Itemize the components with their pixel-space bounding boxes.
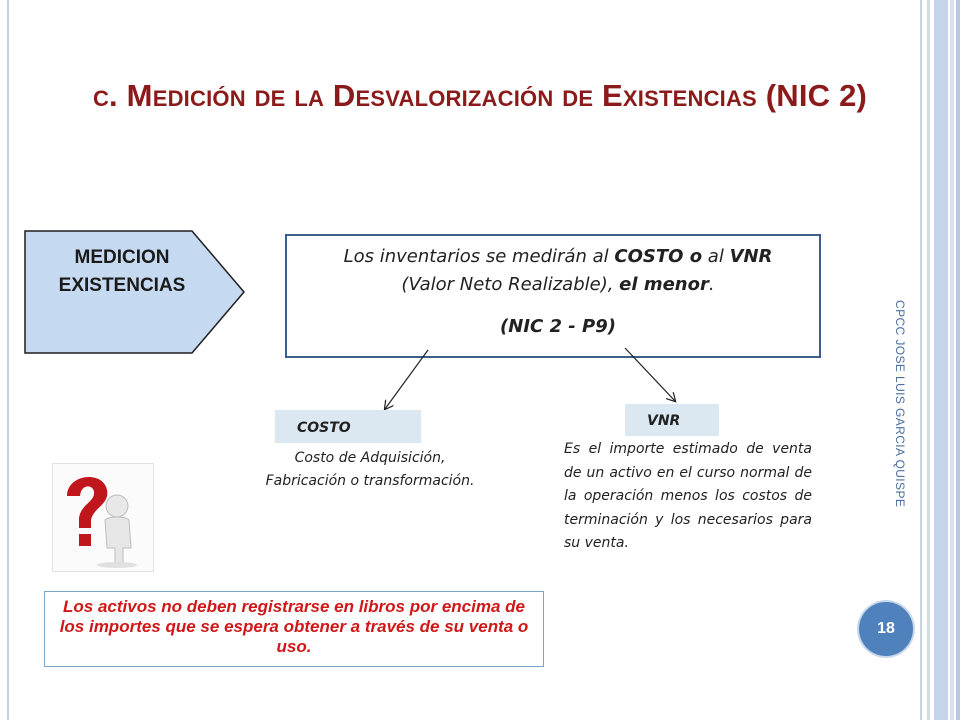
def-vnr: VNR bbox=[729, 246, 773, 267]
def-part-b: al bbox=[702, 246, 730, 267]
arrow-to-vnr bbox=[625, 348, 675, 401]
costo-description: Costo de Adquisición, Fabricación o transformación. bbox=[265, 450, 475, 489]
def-part-d: . bbox=[708, 274, 715, 295]
arrow-to-costo bbox=[385, 350, 428, 409]
author-vertical-text: CPCC JOSE LUIS GARCIA QUISPE bbox=[893, 300, 907, 508]
def-part-a: Los inventarios se medirán al bbox=[343, 246, 615, 267]
arrow-line2: EXISTENCIAS bbox=[58, 275, 186, 296]
arrow-line1: MEDICION bbox=[74, 247, 170, 268]
def-part-c: (Valor Neto Realizable), bbox=[401, 274, 620, 295]
question-person-icon bbox=[52, 463, 154, 572]
costo-tag: COSTO bbox=[275, 410, 421, 443]
vnr-tag: VNR bbox=[625, 404, 719, 436]
vnr-description: Es el importe estimado de venta de un activo en el curso normal de la operación menos los costos de terminación y los necesarios para su venta. bbox=[564, 441, 812, 551]
def-costo-o: COSTO o bbox=[614, 246, 703, 267]
title-text: c. Medición de la Desvalorización de Existencias (NIC 2) bbox=[92, 78, 868, 113]
def-menor: el menor bbox=[619, 274, 709, 295]
definition-reference: (NIC 2 - P9) bbox=[500, 316, 616, 337]
page-number-badge: 18 bbox=[859, 602, 913, 656]
warning-text: Los activos no deben registrarse en libros por encima de los importes que se espera obtener a través de su venta o uso. bbox=[59, 597, 529, 656]
